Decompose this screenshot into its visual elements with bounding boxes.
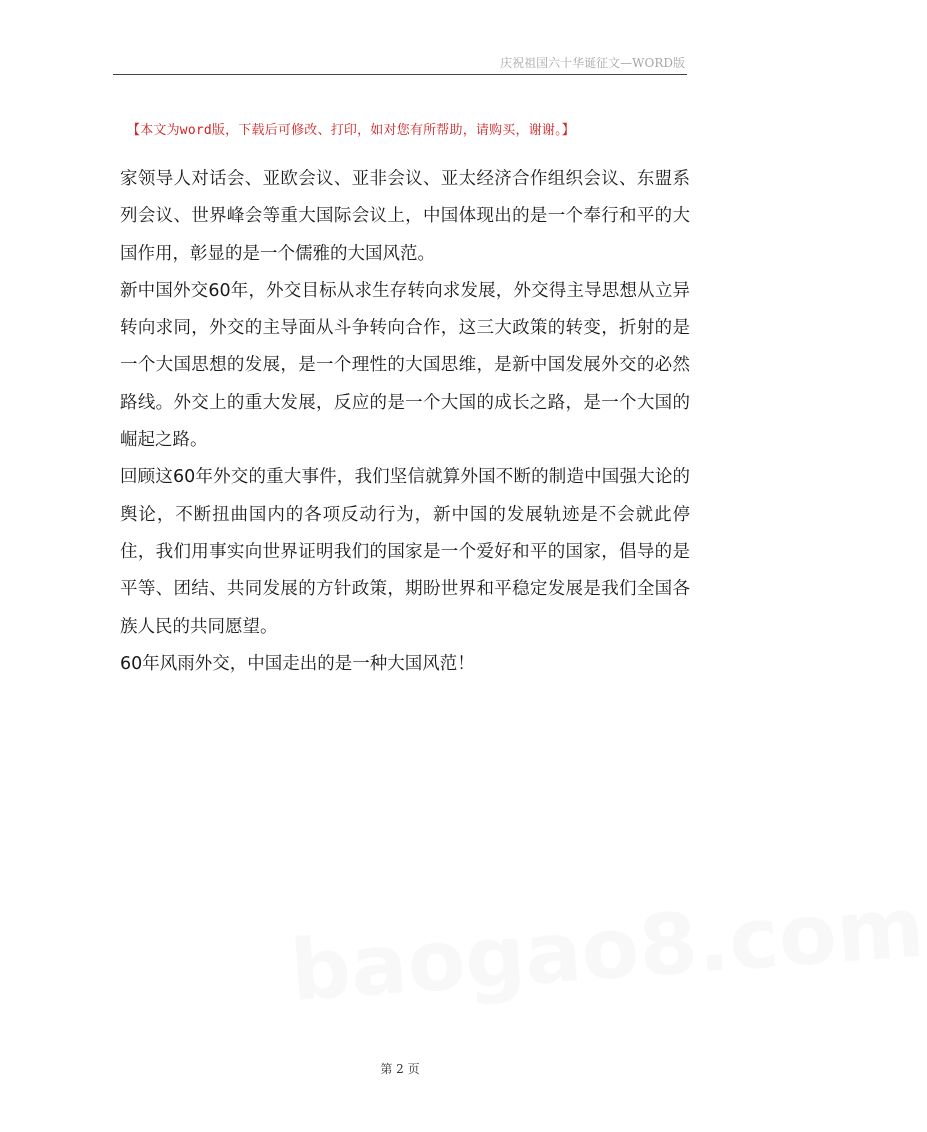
download-notice: 【本文为word版，下载后可修改、打印，如对您有所帮助，请购买，谢谢。】 [127,123,576,138]
paragraph: 回顾这60年外交的重大事件，我们坚信就算外国不断的制造中国强大论的舆论，不断扭曲国内的各项反动行为，新中国的发展轨迹是不会就此停住，我们用事实向世界证明我们的国家是一个爱好和平的国家，倡导的是平等、团结、共同发展的方针政策，期盼世界和平稳定发展是我们全国各族人民的共同愿望。 [120,467,690,637]
header-title: 庆祝祖国六十华诞征文—WORD版 [500,56,685,70]
document-body [120,161,690,683]
header-divider [113,74,687,75]
paragraph: 新中国外交60年，外交目标从求生存转向求发展，外交得主导思想从立异转向求同，外交的主导面从斗争转向合作，这三大政策的转变，折射的是一个大国思想的发展，是一个理性的大国思维，是新中国发展外交的必然路线。外交上的重大发展，反应的是一个大国的成长之路，是一个大国的崛起之路。 [120,280,690,451]
watermark: baogao8.com [287,877,927,1021]
page-number: 第 2 页 [380,1062,420,1076]
paragraph: 家领导人对话会、亚欧会议、亚非会议、亚太经济合作组织会议、东盟系列会议、世界峰会等重大国际会议上，中国体现出的是一个奉行和平的大国作用，彰显的是一个儒雅的大国风范。 [120,169,690,264]
paragraph: 60年风雨外交，中国走出的是一种大国风范！ [120,653,475,674]
